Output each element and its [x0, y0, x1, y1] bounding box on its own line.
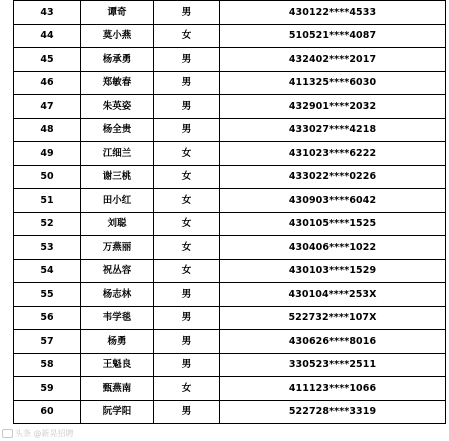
table-row [14, 283, 446, 307]
row-number: 56 [14, 306, 81, 330]
table-row [14, 189, 446, 213]
person-name: 谢三桃 [81, 165, 154, 189]
id-number: 432901****2032 [220, 95, 446, 119]
person-name: 韦学毯 [81, 306, 154, 330]
gender-cell: 女 [154, 24, 220, 48]
person-name: 王魁良 [81, 353, 154, 377]
id-number: 430903****6042 [220, 189, 446, 213]
table-row [14, 1, 446, 25]
gender-cell: 女 [154, 142, 220, 166]
person-name: 阮学阳 [81, 400, 154, 424]
row-number: 55 [14, 283, 81, 307]
row-number: 45 [14, 48, 81, 72]
gender-cell: 男 [154, 118, 220, 142]
row-number: 50 [14, 165, 81, 189]
gender-cell: 男 [154, 283, 220, 307]
id-number: 522728****3319 [220, 400, 446, 424]
person-name: 郑敏春 [81, 71, 154, 95]
person-name: 江细兰 [81, 142, 154, 166]
table-row [14, 212, 446, 236]
gender-cell: 男 [154, 306, 220, 330]
gender-cell: 男 [154, 400, 220, 424]
person-name: 田小红 [81, 189, 154, 213]
gender-cell: 女 [154, 212, 220, 236]
table-row [14, 236, 446, 260]
table-row [14, 330, 446, 354]
gender-cell: 男 [154, 353, 220, 377]
gender-cell: 女 [154, 236, 220, 260]
gender-cell: 男 [154, 48, 220, 72]
gender-cell: 女 [154, 165, 220, 189]
person-name: 杨承勇 [81, 48, 154, 72]
row-number: 59 [14, 377, 81, 401]
table-row [14, 24, 446, 48]
id-number: 433027****4218 [220, 118, 446, 142]
table-row [14, 71, 446, 95]
watermark [2, 428, 74, 439]
id-number: 433022****0226 [220, 165, 446, 189]
row-number: 49 [14, 142, 81, 166]
row-number: 44 [14, 24, 81, 48]
row-number: 52 [14, 212, 81, 236]
table-row [14, 118, 446, 142]
id-number: 330523****2511 [220, 353, 446, 377]
gender-cell: 男 [154, 71, 220, 95]
id-number: 430122****4533 [220, 1, 446, 25]
table-row [14, 142, 446, 166]
person-name: 万燕丽 [81, 236, 154, 260]
row-number: 60 [14, 400, 81, 424]
row-number: 53 [14, 236, 81, 260]
row-number: 47 [14, 95, 81, 119]
id-number: 430406****1022 [220, 236, 446, 260]
person-name: 刘聪 [81, 212, 154, 236]
row-number: 48 [14, 118, 81, 142]
person-name: 杨全贵 [81, 118, 154, 142]
table-row [14, 259, 446, 283]
gender-cell: 男 [154, 330, 220, 354]
id-number: 411123****1066 [220, 377, 446, 401]
table-row [14, 48, 446, 72]
table-row [14, 165, 446, 189]
table-row [14, 353, 446, 377]
gender-cell: 男 [154, 95, 220, 119]
table-row [14, 400, 446, 424]
id-number: 430626****8016 [220, 330, 446, 354]
gender-cell: 女 [154, 259, 220, 283]
id-number: 430103****1529 [220, 259, 446, 283]
row-number: 51 [14, 189, 81, 213]
gender-cell: 女 [154, 189, 220, 213]
person-name: 祝丛容 [81, 259, 154, 283]
person-name: 谭奇 [81, 1, 154, 25]
roster-table-body [14, 1, 446, 424]
person-name: 莫小燕 [81, 24, 154, 48]
watermark-logo-icon [2, 429, 13, 438]
person-name: 杨勇 [81, 330, 154, 354]
id-number: 431023****6222 [220, 142, 446, 166]
gender-cell: 男 [154, 1, 220, 25]
table-row [14, 95, 446, 119]
id-number: 510521****4087 [220, 24, 446, 48]
watermark-text: 头条 @新晃招聘 [15, 429, 74, 438]
row-number: 57 [14, 330, 81, 354]
person-name: 甄燕南 [81, 377, 154, 401]
gender-cell: 女 [154, 377, 220, 401]
row-number: 54 [14, 259, 81, 283]
id-number: 430105****1525 [220, 212, 446, 236]
row-number: 43 [14, 1, 81, 25]
id-number: 522732****107X [220, 306, 446, 330]
table-row [14, 377, 446, 401]
id-number: 432402****2017 [220, 48, 446, 72]
row-number: 58 [14, 353, 81, 377]
person-name: 朱英姿 [81, 95, 154, 119]
id-number: 430104****253X [220, 283, 446, 307]
id-number: 411325****6030 [220, 71, 446, 95]
roster-table [13, 0, 446, 424]
table-row [14, 306, 446, 330]
row-number: 46 [14, 71, 81, 95]
person-name: 杨志林 [81, 283, 154, 307]
